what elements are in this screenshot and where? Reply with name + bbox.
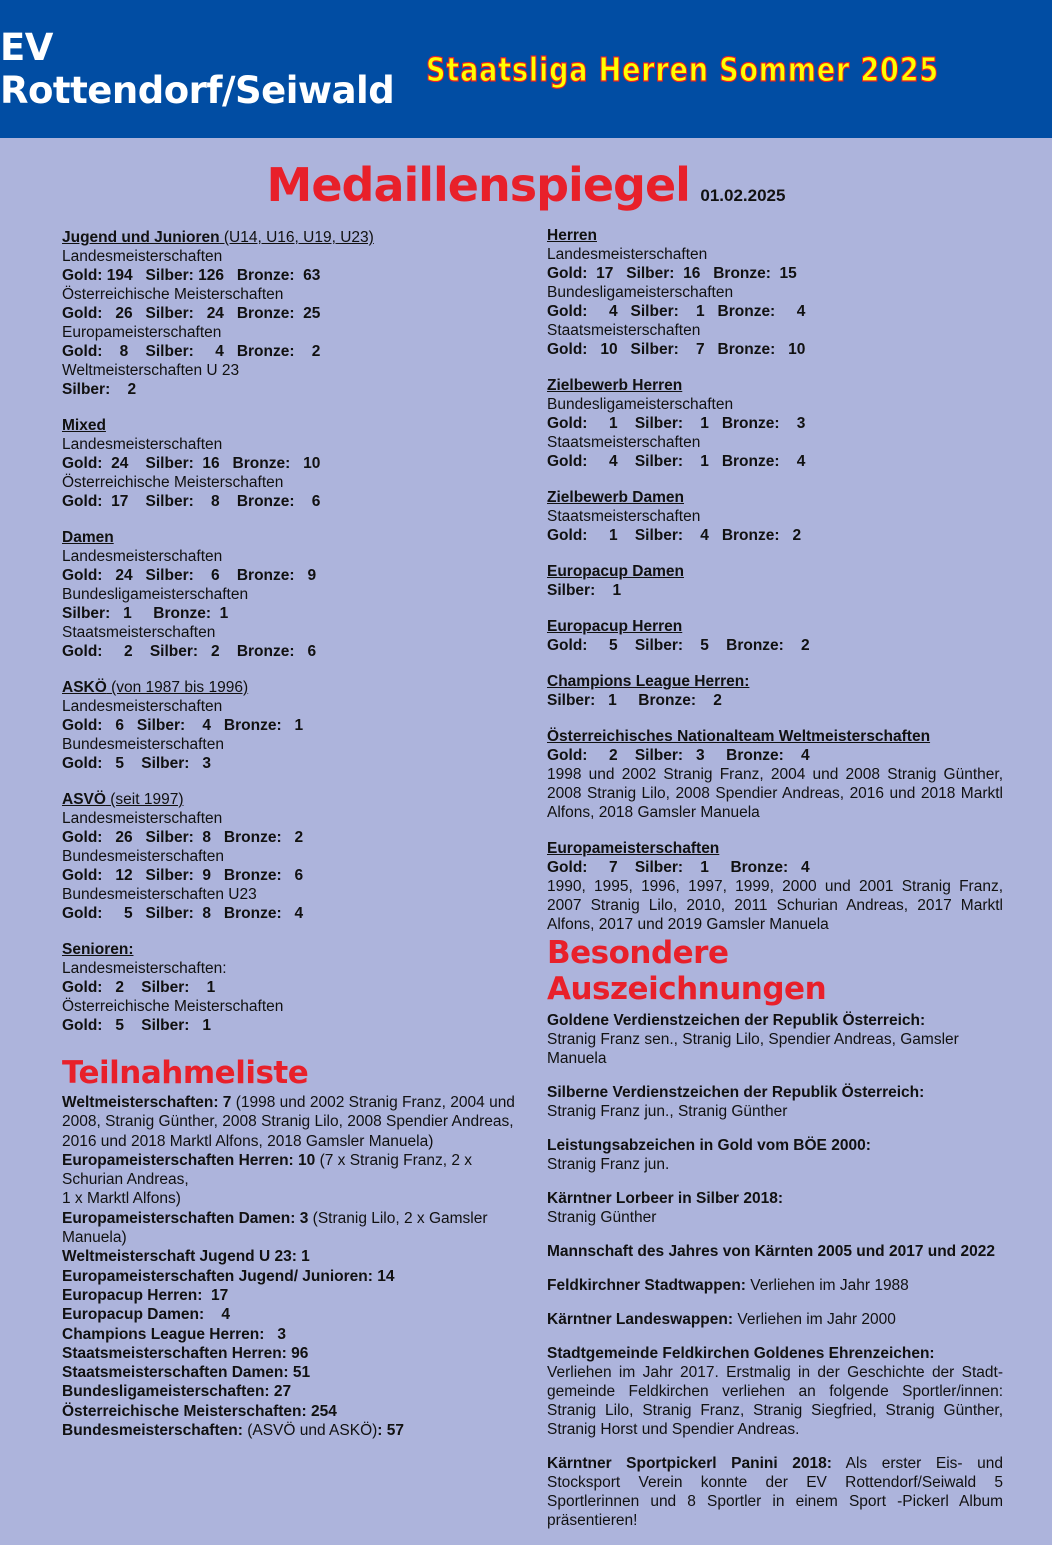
award-item <box>547 1011 1003 1068</box>
page-date: 01.02.2025 <box>700 186 786 205</box>
medal-row: Gold: 1 Silber: 1 Bronze: 3 <box>547 415 806 432</box>
section-title: Damen <box>62 529 114 546</box>
teilnahmeliste-title: Teilnahmeliste <box>62 1055 309 1091</box>
medal-row: Gold: 6 Silber: 4 Bronze: 1 <box>62 717 304 734</box>
medal-row: Gold: 8 Silber: 4 Bronze: 2 <box>62 343 321 360</box>
award-text: Als erster Eis- und Stocksport Verein konnte der EV Rottendorf/Seiwald 5 Sportlerinnen und 8 Sportler in einem Sport -Pickerl Album präsentieren! <box>547 1455 1004 1529</box>
section-europameisterschaften <box>547 839 1003 934</box>
section-note: (seit 1997) <box>105 791 184 808</box>
auszeichnungen <box>547 935 1003 1545</box>
participation-text: (1998 und 2002 Stranig Franz, 2004 und 2008, Stranig Günther, 2008 Stranig Lilo, 2008 Spendier Andreas, 2016 und 2018 Marktl Alfons, 2018 Gamsler Manuela) <box>62 1094 515 1150</box>
section-title: Mixed <box>62 417 106 434</box>
title-row <box>0 158 1052 212</box>
row-label: Landesmeisterschaften <box>62 810 223 827</box>
section-title: Europacup Herren <box>547 618 683 635</box>
row-label: Bundesligameisterschaften <box>62 586 249 603</box>
section-title: Zielbewerb Damen <box>547 489 684 506</box>
section-title: Österreichisches Nationalteam Weltmeisterschaften <box>547 728 931 745</box>
section-zielbewerb-herren <box>547 376 1003 471</box>
participation-text: 1 x Marktl Alfons) <box>62 1190 181 1208</box>
participation-text: (ASVÖ und ASKÖ) <box>242 1422 378 1440</box>
section-title: Champions League Herren: <box>547 673 750 690</box>
row-label: Staatsmeisterschaften <box>547 322 701 339</box>
medal-row: Gold: 17 Silber: 8 Bronze: 6 <box>62 493 321 510</box>
medal-row: Gold: 4 Silber: 1 Bronze: 4 <box>547 303 806 320</box>
row-label: Landesmeisterschaften <box>547 246 708 263</box>
row-label: Landesmeisterschaften <box>62 436 223 453</box>
participation-item: Weltmeisterschaft Jugend U 23: 1 <box>62 1248 310 1266</box>
award-item <box>547 1242 1003 1261</box>
medal-row: Gold: 5 Silber: 5 Bronze: 2 <box>547 637 810 654</box>
participation-item: Champions League Herren: 3 <box>62 1325 286 1343</box>
section-nationalteam-wm <box>547 727 1003 822</box>
row-label: Österreichische Meisterschaften <box>62 474 284 491</box>
medal-row: Gold: 26 Silber: 24 Bronze: 25 <box>62 305 321 322</box>
participation-item <box>62 1093 522 1151</box>
left-column <box>62 228 522 1052</box>
participation-text: (Stranig Lilo, 2 x Gamsler Manuela) <box>62 1209 488 1247</box>
participation-item <box>62 1421 522 1440</box>
award-text: Stranig Günther <box>547 1209 657 1226</box>
row-label: Europameisterschaften <box>62 324 222 341</box>
section-asvoe <box>62 790 522 923</box>
award-label: Kärntner Landeswappen: <box>547 1311 734 1328</box>
award-text: Stranig Franz sen., Stranig Lilo, Spendier Andreas, Gamsler Manuela <box>547 1031 959 1067</box>
auszeichnungen-title: Besondere Auszeichnungen <box>547 935 827 1007</box>
participation-item <box>62 1151 522 1209</box>
participation-item: Europacup Damen: 4 <box>62 1306 230 1324</box>
award-text: Stranig Franz jun. <box>547 1156 670 1173</box>
medal-row: Gold: 1 Silber: 4 Bronze: 2 <box>547 527 802 544</box>
section-title: Herren <box>547 227 597 244</box>
row-label: Weltmeisterschaften U 23 <box>62 362 240 379</box>
award-item <box>547 1189 1003 1227</box>
section-note: (U14, U16, U19, U23) <box>219 229 374 246</box>
medal-row: Silber: 1 Bronze: 1 <box>62 605 229 622</box>
medal-row: Gold: 12 Silber: 9 Bronze: 6 <box>62 867 304 884</box>
row-label: Landesmeisterschaften <box>62 698 223 715</box>
award-text: Verliehen im Jahr 2000 <box>733 1311 896 1328</box>
row-label: Staatsmeisterschaften <box>547 508 701 525</box>
medal-row: Silber: 1 Bronze: 2 <box>547 692 722 709</box>
page-title: Medaillenspiegel <box>266 158 690 212</box>
award-text: Verliehen im Jahr 2017. Erstmalig in der Geschichte der Stadt-gemeinde Feldkirchen verliehen an folgende Sportler/innen: Stranig Lilo, Stranig Franz, Stranig Siegfried, Stranig Günther, Stranig Horst und Spendier Andreas. <box>547 1364 1003 1438</box>
participation-text: (7 x Stranig Franz, 2 x Schurian Andreas, <box>62 1151 473 1189</box>
award-label: Mannschaft des Jahres von Kärnten 2005 und 2017 und 2022 <box>547 1243 995 1260</box>
medal-row: Gold: 24 Silber: 6 Bronze: 9 <box>62 567 317 584</box>
section-title: Zielbewerb Herren <box>547 377 683 394</box>
medal-row: Silber: 1 <box>547 582 622 599</box>
participation-label: Weltmeisterschaften: 7 <box>62 1094 232 1111</box>
section-title: Senioren: <box>62 941 134 958</box>
participation-label: Europameisterschaften Damen: 3 <box>62 1209 309 1227</box>
row-label: Landesmeisterschaften <box>62 548 223 565</box>
medal-row: Gold: 26 Silber: 8 Bronze: 2 <box>62 829 304 846</box>
section-title: Jugend und Junioren <box>62 229 220 246</box>
award-item <box>547 1310 1003 1329</box>
row-label: Bundesmeisterschaften <box>62 848 224 865</box>
row-label: Landesmeisterschaften: <box>62 960 227 977</box>
row-label: Bundesligameisterschaften <box>547 396 734 413</box>
participation-item: Europameisterschaften Jugend/ Junioren: 14 <box>62 1267 395 1285</box>
medal-row: Gold: 17 Silber: 16 Bronze: 15 <box>547 265 797 282</box>
medal-row: Gold: 5 Silber: 3 <box>62 755 211 772</box>
row-label: Österreichische Meisterschaften <box>62 286 284 303</box>
right-column <box>547 226 1003 951</box>
award-label: Leistungsabzeichen in Gold vom BÖE 2000: <box>547 1137 871 1154</box>
award-item <box>547 1454 1003 1530</box>
section-champions-league <box>547 672 1003 710</box>
section-askoe <box>62 678 522 773</box>
participation-item <box>62 1209 522 1248</box>
medal-row: Gold: 5 Silber: 8 Bronze: 4 <box>62 905 304 922</box>
row-label: Staatsmeisterschaften <box>62 624 216 641</box>
row-label: Landesmeisterschaften <box>62 248 223 265</box>
participation-label: Bundesmeisterschaften: <box>62 1422 243 1440</box>
section-zielbewerb-damen <box>547 488 1003 545</box>
participation-item: Bundesligameisterschaften: 27 <box>62 1383 292 1401</box>
award-text: Stranig Franz jun., Stranig Günther <box>547 1103 788 1120</box>
award-label: Stadtgemeinde Feldkirchen Goldenes Ehrenzeichen: <box>547 1345 935 1362</box>
award-item <box>547 1083 1003 1121</box>
participation-count: : 57 <box>377 1422 405 1440</box>
section-europacup-herren <box>547 617 1003 655</box>
teilnahmeliste <box>62 1055 522 1440</box>
row-label: Staatsmeisterschaften <box>547 434 701 451</box>
medal-row: Gold: 4 Silber: 1 Bronze: 4 <box>547 453 806 470</box>
medal-row: Gold: 5 Silber: 1 <box>62 1017 211 1034</box>
participation-item: Österreichische Meisterschaften: 254 <box>62 1402 337 1420</box>
section-damen <box>62 528 522 661</box>
row-label: Österreichische Meisterschaften <box>62 998 284 1015</box>
medal-row: Gold: 2 Silber: 2 Bronze: 6 <box>62 643 317 660</box>
medal-row: Gold: 2 Silber: 3 Bronze: 4 <box>547 747 810 764</box>
award-item <box>547 1344 1003 1439</box>
section-senioren <box>62 940 522 1035</box>
medal-row: Gold: 10 Silber: 7 Bronze: 10 <box>547 341 806 358</box>
participation-item: Staatsmeisterschaften Damen: 51 <box>62 1364 311 1382</box>
participation-item: Europacup Herren: 17 <box>62 1286 229 1304</box>
award-label: Kärntner Lorbeer in Silber 2018: <box>547 1190 784 1207</box>
award-label: Feldkirchner Stadtwappen: <box>547 1277 746 1294</box>
section-europacup-damen <box>547 562 1003 600</box>
section-note: (von 1987 bis 1996) <box>106 679 249 696</box>
row-label: Bundesligameisterschaften <box>547 284 734 301</box>
row-label: Bundesmeisterschaften U23 <box>62 886 257 903</box>
medal-row: Gold: 24 Silber: 16 Bronze: 10 <box>62 455 321 472</box>
section-jugend <box>62 228 522 399</box>
award-label: Kärntner Sportpickerl Panini 2018: <box>547 1455 832 1472</box>
section-title: ASKÖ <box>62 679 107 696</box>
award-item <box>547 1136 1003 1174</box>
medal-row: Silber: 2 <box>62 381 137 398</box>
participation-label: Europameisterschaften Herren: 10 <box>62 1151 316 1169</box>
header-band <box>0 0 1052 138</box>
section-herren <box>547 226 1003 359</box>
participation-item: Staatsmeisterschaften Herren: 96 <box>62 1344 309 1362</box>
award-label: Silberne Verdienstzeichen der Republik Österreich: <box>547 1084 925 1101</box>
section-mixed <box>62 416 522 511</box>
award-label: Goldene Verdienstzeichen der Republik Österreich: <box>547 1012 926 1029</box>
section-title: ASVÖ <box>62 791 106 808</box>
section-text: 1998 und 2002 Stranig Franz, 2004 und 2008 Stranig Günther, 2008 Stranig Lilo, 2008 Spendier Andreas, 2016 und 2018 Marktl Alfons, 2018 Gamsler Manuela <box>547 766 1003 821</box>
row-label: Bundesmeisterschaften <box>62 736 224 753</box>
medal-row: Gold: 2 Silber: 1 <box>62 979 216 996</box>
award-text: Verliehen im Jahr 1988 <box>745 1277 909 1294</box>
section-text: 1990, 1995, 1996, 1997, 1999, 2000 und 2001 Stranig Franz, 2007 Stranig Lilo, 2010, 2011 Schurian Andreas, 2017 Marktl Alfons, 2017 und 2019 Gamsler Manuela <box>547 878 1003 933</box>
section-title: Europacup Damen <box>547 563 684 580</box>
section-title: Europameisterschaften <box>547 840 720 857</box>
medal-row: Gold: 7 Silber: 1 Bronze: 4 <box>547 859 810 876</box>
award-item <box>547 1276 1003 1295</box>
league-name: Staatsliga Herren Sommer 2025 <box>426 49 940 89</box>
medal-row: Gold: 194 Silber: 126 Bronze: 63 <box>62 267 321 284</box>
club-name: EV Rottendorf/Seiwald <box>0 26 395 112</box>
